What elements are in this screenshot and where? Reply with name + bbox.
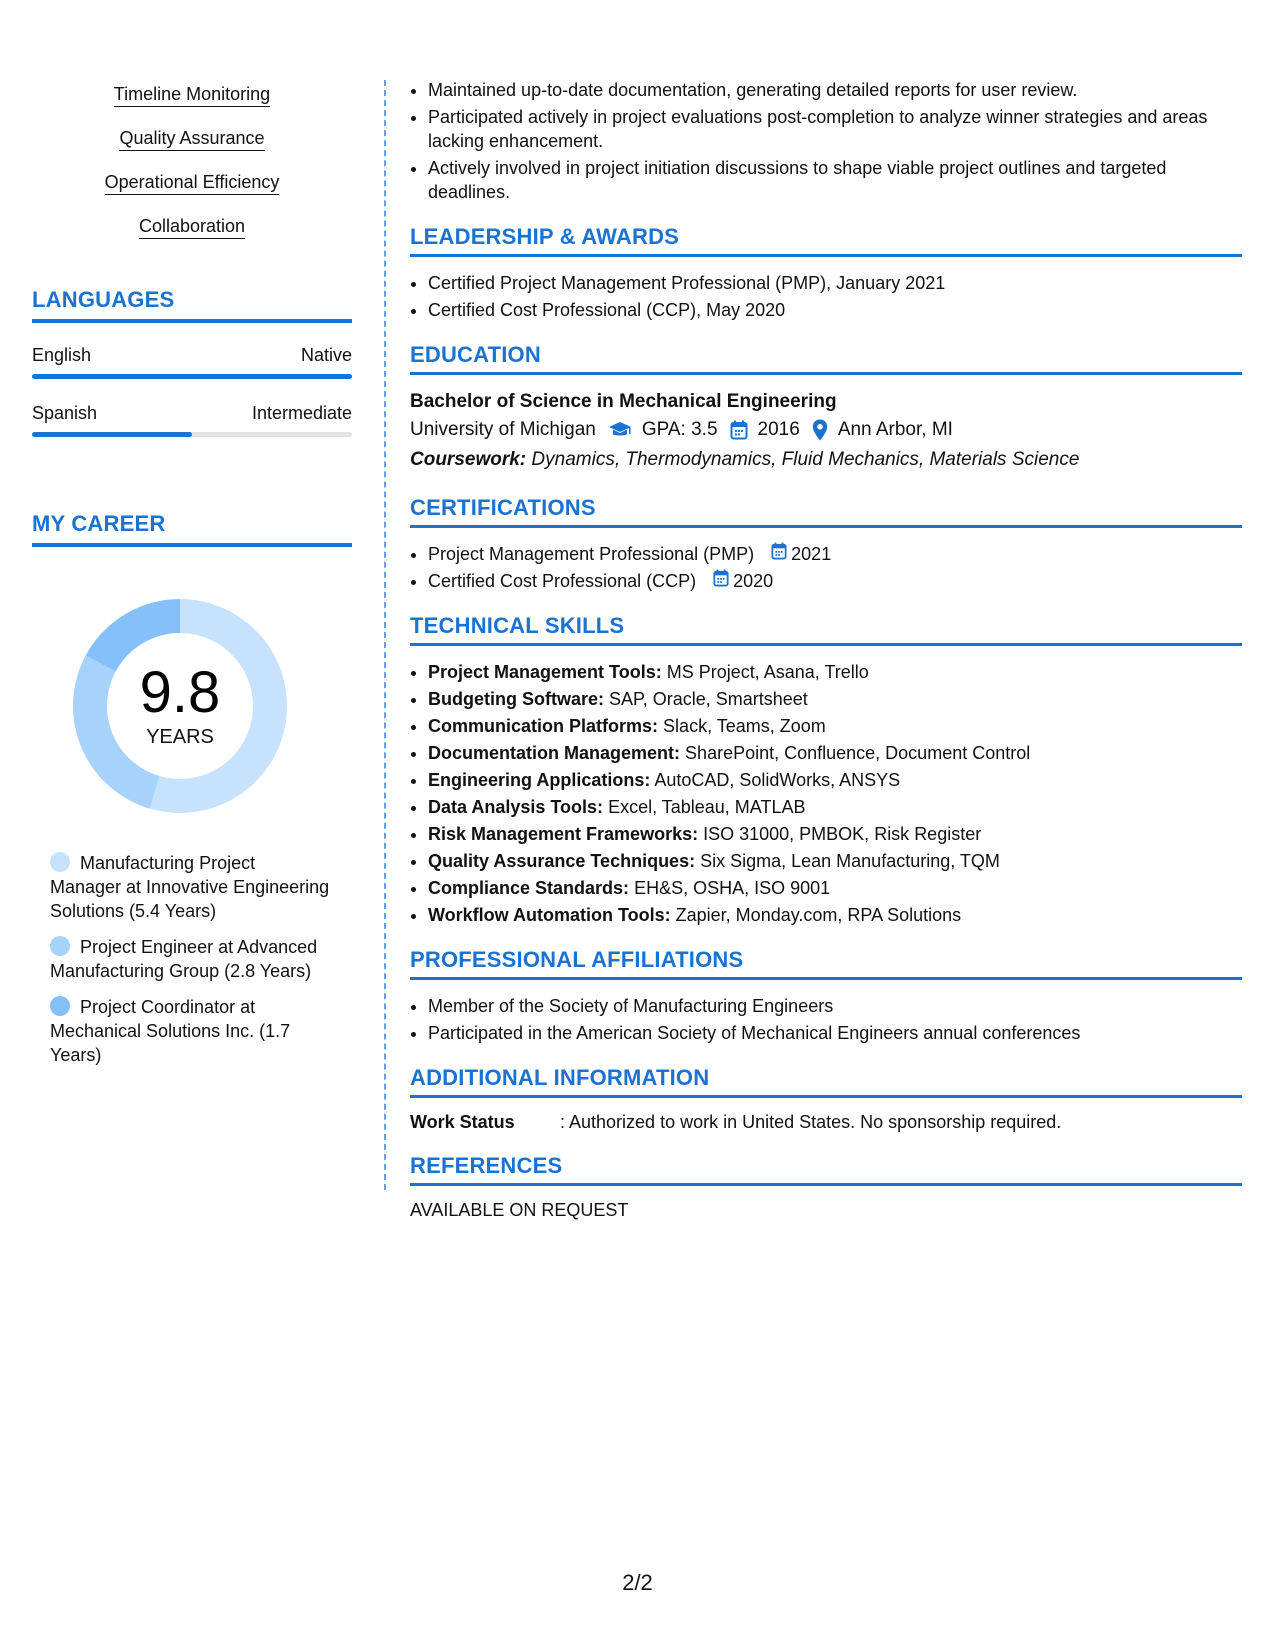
language-level: Intermediate (251, 403, 352, 423)
certifications-list (410, 542, 1242, 593)
certification-year: 2020 (733, 571, 774, 591)
list-item (428, 795, 1242, 819)
language-level-fill (32, 432, 192, 437)
calendar-icon (730, 420, 748, 440)
skill-values: SAP, Oracle, Smartsheet (609, 689, 808, 709)
certification-name: Certified Cost Professional (CCP) (428, 571, 697, 591)
list-item: • Certified Cost Professional (CCP), May 2020 (428, 298, 1242, 322)
skill-values: Excel, Tableau, MATLAB (608, 797, 806, 817)
location: Ann Arbor, MI (837, 419, 953, 440)
calendar-icon (771, 542, 791, 566)
references-text: AVAILABLE ON REQUEST (410, 1200, 629, 1220)
skill-tag: Quality Assurance (119, 128, 264, 151)
affiliations-list (410, 994, 1242, 1045)
language-name: Spanish (32, 403, 98, 423)
skill-tag: Timeline Monitoring (114, 84, 270, 107)
leadership-list (410, 271, 1242, 322)
legend-dot (50, 996, 70, 1016)
technical-skills-title: TECHNICAL SKILLS (410, 613, 1242, 646)
language-item (32, 345, 352, 379)
column-divider (384, 80, 386, 1190)
education-entry (410, 389, 1242, 475)
skill-category: Engineering Applications: (428, 770, 651, 790)
list-item (428, 903, 1242, 927)
career-legend-item (50, 851, 330, 923)
list-item (428, 876, 1242, 900)
list-item (428, 569, 1242, 593)
affiliations-title: PROFESSIONAL AFFILIATIONS (410, 947, 1242, 980)
skill-tag: Collaboration (139, 216, 245, 239)
references-title: REFERENCES (410, 1153, 1242, 1186)
gpa: GPA: 3.5 (641, 419, 718, 440)
skill-values: Zapier, Monday.com, RPA Solutions (675, 905, 962, 925)
list-item: • Certified Project Management Professional (PMP), January 2021 (428, 271, 1242, 295)
list-item: • Actively involved in project initiation discussions to shape viable project outlines and targeted deadlines. (428, 156, 1242, 204)
list-item (428, 687, 1242, 711)
work-status-label: Work Status (410, 1112, 515, 1132)
list-item (428, 660, 1242, 684)
skill-values: SharePoint, Confluence, Document Control (685, 743, 1031, 763)
skills-tags (32, 84, 352, 239)
language-level-bar (32, 374, 352, 379)
language-level: Native (300, 345, 352, 365)
coursework-label: Coursework: (410, 449, 527, 470)
certifications-title: CERTIFICATIONS (410, 495, 1242, 528)
list-item: • Member of the Society of Manufacturing Engineers (428, 994, 1242, 1018)
certification-year: 2021 (791, 544, 832, 564)
right-column (410, 78, 1242, 1221)
leadership-title: LEADERSHIP & AWARDS (410, 224, 1242, 257)
skill-values: Slack, Teams, Zoom (663, 716, 826, 736)
career-role-label: Manufacturing Project Manager at Innovative Engineering Solutions (5.4 Years) (50, 853, 330, 921)
skill-category: Compliance Standards: (428, 878, 630, 898)
skill-values: EH&S, OSHA, ISO 9001 (634, 878, 831, 898)
language-item (32, 403, 352, 437)
skill-category: Data Analysis Tools: (428, 797, 604, 817)
skill-values: AutoCAD, SolidWorks, ANSYS (654, 770, 901, 790)
list-item: • Maintained up-to-date documentation, generating detailed reports for user review. (428, 78, 1242, 102)
career-title: MY CAREER (32, 511, 352, 547)
work-status-value: : Authorized to work in United States. No sponsorship required. (560, 1112, 1062, 1132)
legend-dot (50, 936, 70, 956)
skill-category: Risk Management Frameworks: (428, 824, 699, 844)
career-role-label: Project Coordinator at Mechanical Solutions Inc. (1.7 Years) (50, 997, 291, 1065)
education-title: EDUCATION (410, 342, 1242, 375)
experience-bullets (410, 78, 1242, 204)
list-item (428, 822, 1242, 846)
additional-info-title: ADDITIONAL INFORMATION (410, 1065, 1242, 1098)
certification-name: Project Management Professional (PMP) (428, 544, 755, 564)
career-legend-item (50, 995, 330, 1067)
left-column (32, 84, 352, 1079)
language-name: English (32, 345, 92, 365)
skill-values: Six Sigma, Lean Manufacturing, TQM (700, 851, 1000, 871)
graduation-cap-icon (608, 421, 632, 439)
career-role-label: Project Engineer at Advanced Manufacturing Group (2.8 Years) (50, 937, 318, 981)
legend-dot (50, 852, 70, 872)
calendar-icon (713, 569, 733, 593)
location-pin-icon (812, 419, 828, 441)
skill-values: ISO 31000, PMBOK, Risk Register (703, 824, 982, 844)
graduation-year: 2016 (757, 419, 800, 440)
skill-tag: Operational Efficiency (105, 172, 280, 195)
coursework: Dynamics, Thermodynamics, Fluid Mechanics, Materials Science (531, 449, 1080, 470)
list-item (428, 768, 1242, 792)
school-name: University of Michigan (410, 419, 596, 440)
skill-category: Communication Platforms: (428, 716, 659, 736)
languages-title: LANGUAGES (32, 287, 352, 323)
career-donut-chart (65, 591, 295, 821)
work-status-row (410, 1112, 1242, 1133)
list-item (428, 849, 1242, 873)
language-level-fill (32, 374, 352, 379)
list-item (428, 542, 1242, 566)
career-legend (50, 851, 330, 1067)
list-item (428, 714, 1242, 738)
skill-category: Budgeting Software: (428, 689, 604, 709)
list-item: • Participated actively in project evaluations post-completion to analyze winner strategies and areas lacking enhancement. (428, 105, 1242, 153)
skill-category: Documentation Management: (428, 743, 681, 763)
career-legend-item (50, 935, 330, 983)
language-level-bar (32, 432, 352, 437)
list-item (428, 741, 1242, 765)
career-total-years: 9.8 (139, 659, 221, 725)
page-number: 2/2 (622, 1570, 653, 1595)
skill-category: Quality Assurance Techniques: (428, 851, 696, 871)
skill-category: Workflow Automation Tools: (428, 905, 671, 925)
skill-values: MS Project, Asana, Trello (666, 662, 869, 682)
technical-skills-list (410, 660, 1242, 927)
list-item: • Participated in the American Society of Mechanical Engineers annual conferences (428, 1021, 1242, 1045)
degree: Bachelor of Science in Mechanical Engineering (410, 391, 837, 412)
skill-category: Project Management Tools: (428, 662, 662, 682)
career-years-unit: YEARS (146, 725, 214, 748)
